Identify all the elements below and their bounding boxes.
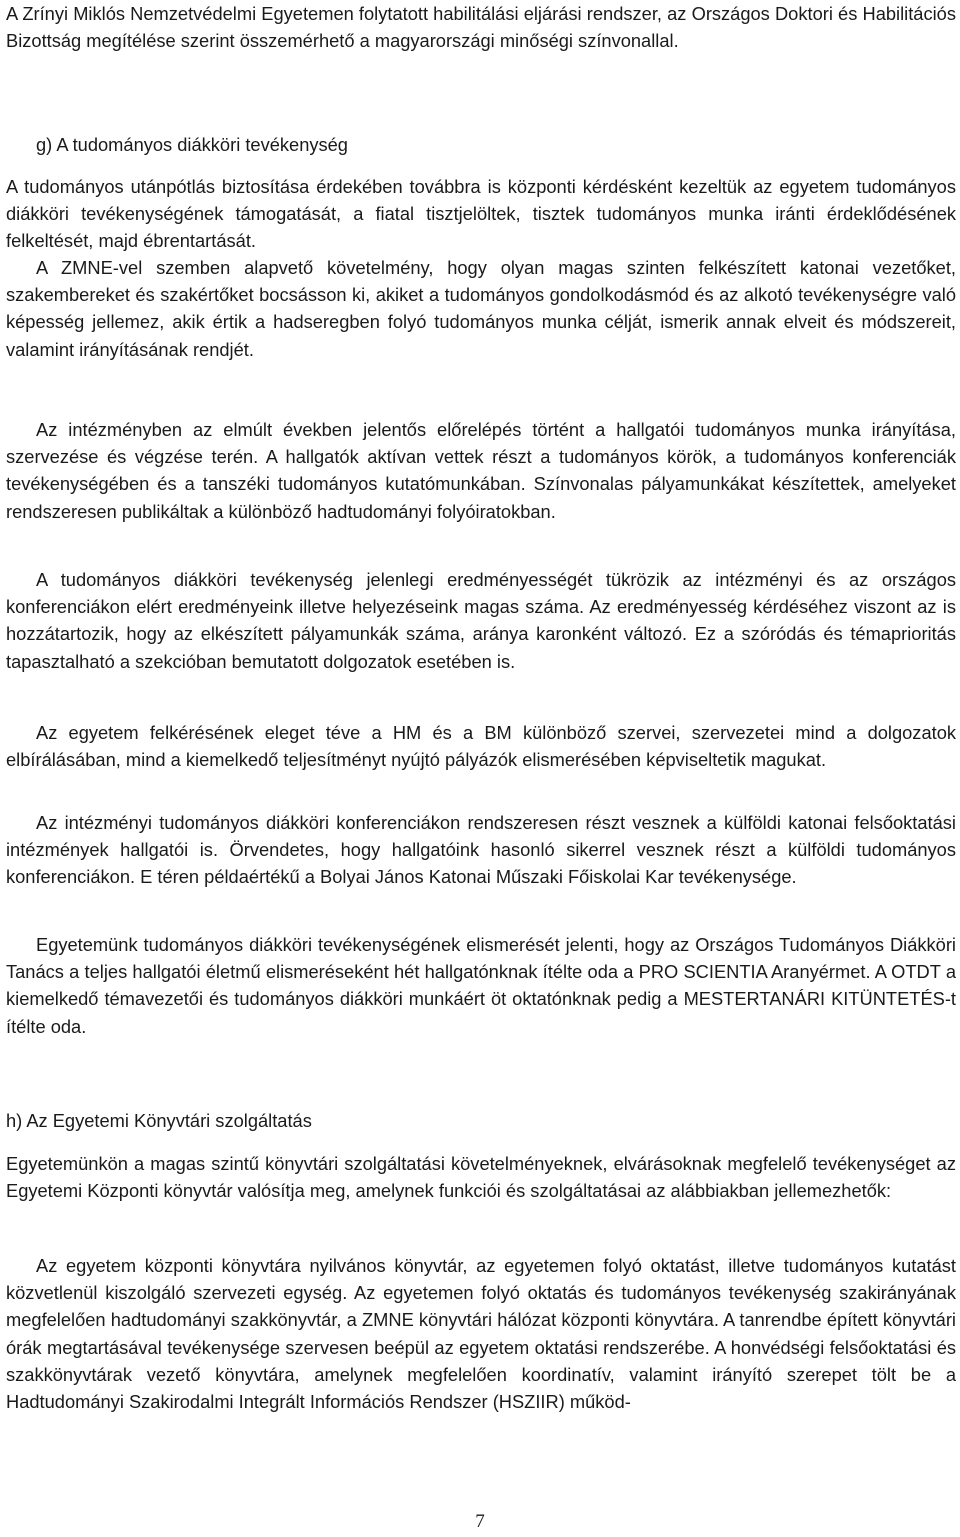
page-number: 7 (475, 1511, 485, 1532)
section-g-heading: g) A tudományos diákköri tevékenység (36, 134, 348, 155)
section-g-paragraph-2: A ZMNE-vel szemben alapvető követelmény, hogy olyan magas szinten felkészített katonai vezetőket, szakembereket és szakértőket bocsásson ki, akiket a tudományos gondolkodásmód és az alkotó tevékenységre való képesség jellemez, akik értik a hadseregben folyó tudományos munka célját, ismerik annak elveit és módszereit, valamint irányításának rendjét. (6, 257, 956, 360)
section-g-paragraph-1: A tudományos utánpótlás biztosítása érdekében továbbra is központi kérdésként kezeltük az egyetem tudományos diákköri tevékenységének támogatását, a fiatal tisztjelöltek, tisztek tudományos munka iránti érdeklődésének felkeltését, majd ébrentartását. (6, 176, 956, 252)
section-g-paragraph-7: Egyetemünk tudományos diákköri tevékenységének elismerését jelenti, hogy az Országos Tudományos Diákköri Tanács a teljes hallgatói életmű elismeréseként hét hallgatónknak ítélte oda a PRO SCIENTIA Aranyérmet. A OTDT a kiemelkedő témavezetői és tudományos diákköri munkáért öt oktatónknak pedig a MESTERTANÁRI KITÜNTETÉS-t ítélte oda. (6, 934, 956, 1037)
section-g-paragraph-3: Az intézményben az elmúlt években jelentős előrelépés történt a hallgatói tudományos munka irányítása, szervezése és végzése terén. A hallgatók aktívan vettek részt a tudományos körök, a tudományos konferenciák tevékenységében és a tanszéki tudományos kutatómunkában. Színvonalas pályamunkákat készítettek, amelyeket rendszeresen publikáltak a különböző hadtudományi folyóiratokban. (6, 419, 956, 522)
section-g-paragraph-4: A tudományos diákköri tevékenység jelenlegi eredményességét tükrözik az intézményi és az országos konferenciákon elért eredményeink illetve helyezéseink magas száma. Az eredményesség kérdéséhez viszont az is hozzátartozik, hogy az elkészített pályamunkák száma, aránya karonként változó. Ez a szóródás és témaprioritás tapasztalható a szekcióban bemutatott dolgozatok esetében is. (6, 569, 956, 672)
section-g-paragraph-5: Az egyetem felkérésének eleget téve a HM és a BM különböző szervei, szervezetei mind a dolgozatok elbírálásában, mind a kiemelkedő teljesítményt nyújtó pályázók elismerésében képviseltetik magukat. (6, 722, 956, 771)
section-h-body-paragraph: Az egyetem központi könyvtára nyilvános könyvtár, az egyetemen folyó oktatást, illetve tudományos kutatást közvetlenül kiszolgáló szervezeti egység. Az egyetemen folyó oktatás és tudományos tevékenység szakirányának megfelelően hadtudományi szakkönyvtár, a ZMNE könyvtári hálózat központi könyvtára. A tanrendbe épített könyvtári órák megtartásával tevékenysége szervesen beépül az egyetem oktatási rendszerébe. A honvédségi felsőoktatási és szakkönyvtárak vezető könyvtára, amelynek megfelelően koordinatív, valamint irányító szerepet tölt be a Hadtudományi Szakirodalmi Integrált Információs Rendszer (HSZIIR) működ- (6, 1255, 956, 1413)
intro-paragraph: A Zrínyi Miklós Nemzetvédelmi Egyetemen folytatott habilitálási eljárási rendszer, az Országos Doktori és Habilitációs Bizottság megítélése szerint összemérhető a magyarországi minőségi színvonallal. (6, 3, 956, 52)
section-g-paragraph-6: Az intézményi tudományos diákköri konferenciákon rendszeresen részt vesznek a külföldi katonai felsőoktatási intézmények hallgatói is. Örvendetes, hogy hallgatóink hasonló sikerrel vesznek részt a külföldi tudományos konferenciákon. E téren példaértékű a Bolyai János Katonai Műszaki Főiskolai Kar tevékenysége. (6, 812, 956, 888)
section-h-heading: h) Az Egyetemi Könyvtári szolgáltatás (6, 1110, 312, 1131)
section-h-lead-paragraph: Egyetemünkön a magas szintű könyvtári szolgáltatási követelményeknek, elvárásoknak megfelelő tevékenységet az Egyetemi Központi könyvtár valósítja meg, amelynek funkciói és szolgáltatásai az alábbiakban jellemezhetők: (6, 1153, 956, 1202)
